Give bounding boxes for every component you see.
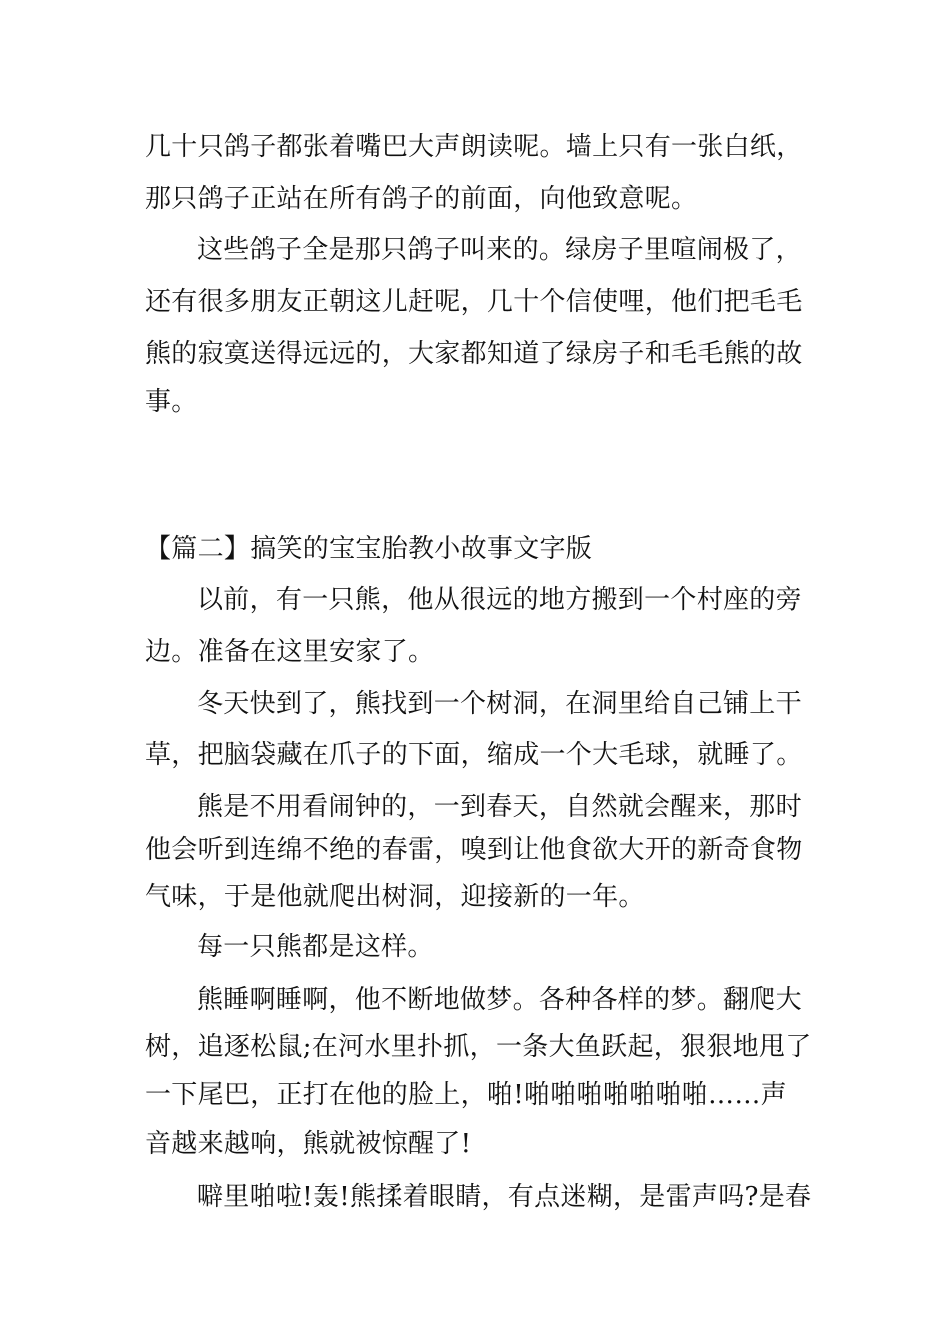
paragraph-line: 熊的寂寞送得远远的，大家都知道了绿房子和毛毛熊的故 xyxy=(145,339,803,369)
paragraph-line: 音越来越响，熊就被惊醒了! xyxy=(145,1129,472,1159)
paragraph-line: 还有很多朋友正朝这儿赶呢，几十个信使哩，他们把毛毛 xyxy=(145,287,803,317)
paragraph-line: 树，追逐松鼠;在河水里扑抓，一条大鱼跃起，狠狠地甩了 xyxy=(145,1032,812,1062)
section-heading: 【篇二】搞笑的宝宝胎教小故事文字版 xyxy=(145,534,593,564)
paragraph-line: 他会听到连绵不绝的春雷，嗅到让他食欲大开的新奇食物 xyxy=(145,835,803,865)
paragraph-line: 一下尾巴，正打在他的脸上，啪!啪啪啪啪啪啪啪……声 xyxy=(145,1080,787,1110)
paragraph-line: 熊是不用看闹钟的，一到春天，自然就会醒来，那时 xyxy=(197,792,802,822)
paragraph-line: 每一只熊都是这样。 xyxy=(197,932,434,962)
paragraph-line: 以前，有一只熊，他从很远的地方搬到一个村座的旁 xyxy=(197,585,802,615)
paragraph-line: 边。准备在这里安家了。 xyxy=(145,637,435,667)
paragraph-line: 那只鸽子正站在所有鸽子的前面，向他致意呢。 xyxy=(145,184,698,214)
paragraph-line: 熊睡啊睡啊，他不断地做梦。各种各样的梦。翻爬大 xyxy=(197,985,802,1015)
paragraph-line: 这些鸽子全是那只鸽子叫来的。绿房子里喧闹极了， xyxy=(197,235,802,265)
paragraph-line: 噼里啪啦!轰!熊揉着眼睛，有点迷糊，是雷声吗?是春 xyxy=(197,1182,812,1212)
paragraph-line: 事。 xyxy=(145,387,198,417)
paragraph-line: 气味，于是他就爬出树洞，迎接新的一年。 xyxy=(145,882,645,912)
paragraph-line: 几十只鸽子都张着嘴巴大声朗读呢。墙上只有一张白纸， xyxy=(145,132,803,162)
paragraph-line: 冬天快到了，熊找到一个树洞，在洞里给自己铺上干 xyxy=(197,689,802,719)
paragraph-line: 草，把脑袋藏在爪子的下面，缩成一个大毛球，就睡了。 xyxy=(145,740,803,770)
